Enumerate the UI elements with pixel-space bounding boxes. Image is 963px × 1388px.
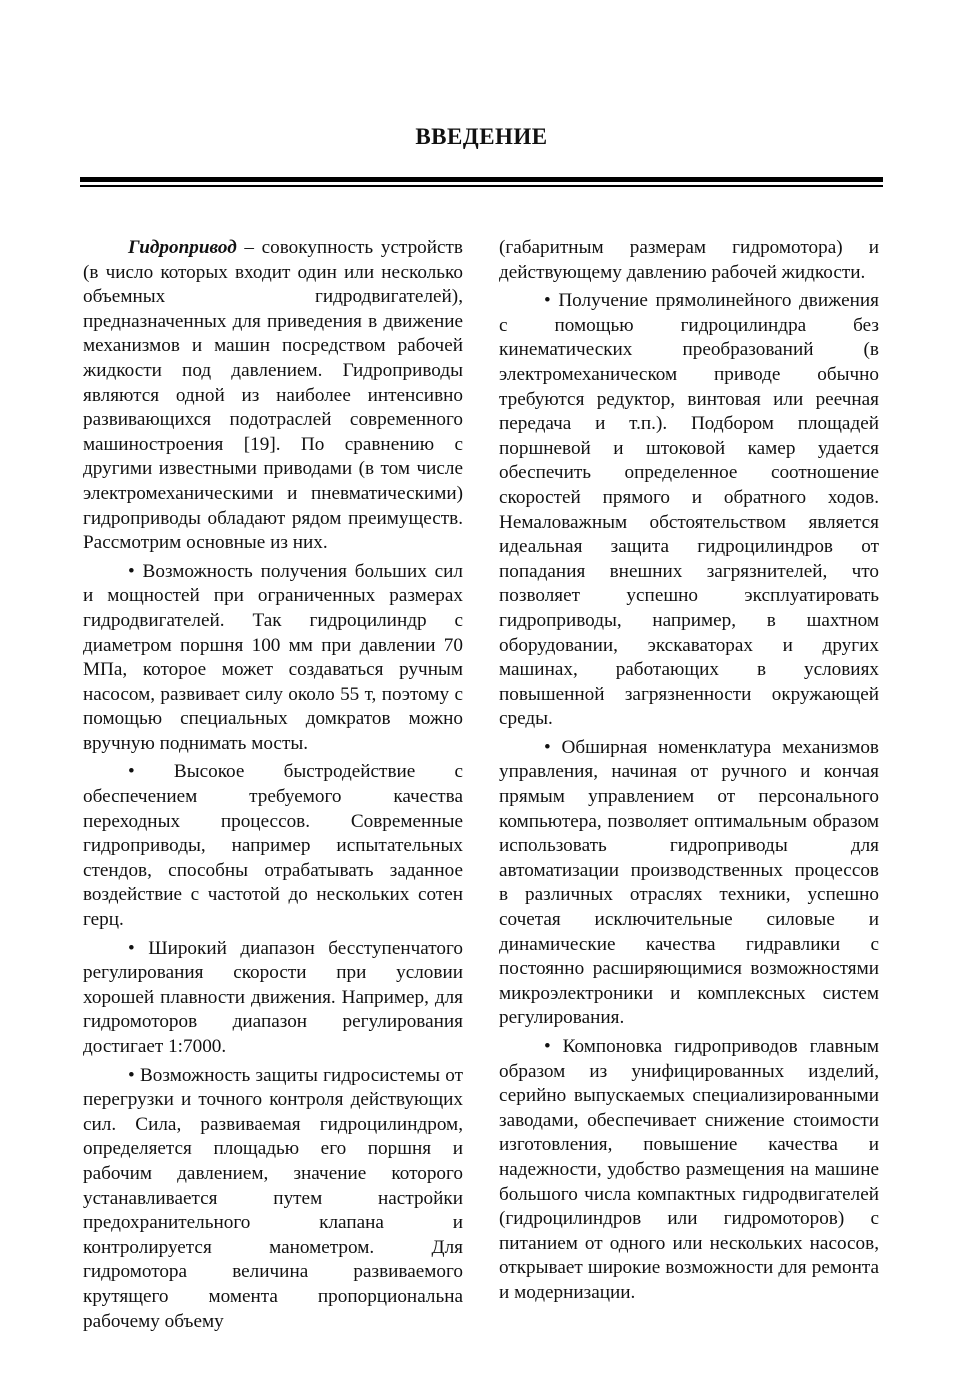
paragraph-bullet-linear-motion: • Получение прямолинейного движения с помощью гидроцилиндра без кинематических преобразований (в электромеханическом приводе обычно требуются редуктор, винтовая или реечная передача и т.п.). Подбором площадей поршневой и штоковой камер удается обеспечить определенное соотношение скоростей прямого и обратного ходов. Немаловажным обстоятельством является идеальная защита гидроцилиндров от попадания внешних загрязнителей, что позволяет успешно эксплуатировать гидроприводы, например, в шахтном оборудовании, экскаваторах и других машинах, работающих в условиях повышенной загрязненности окружающей среды. [499, 290, 879, 730]
title-rule-thick [80, 177, 883, 182]
title-rule-thin [80, 185, 883, 187]
paragraph-continuation: (габаритным размерам гидромотора) и действующему давлению рабочей жидкости. [499, 237, 879, 283]
paragraph-bullet-speed: • Высокое быстродействие с обеспечением требуемого качества переходных процессов. Современные гидроприводы, например испытательных стендов, способны отрабатывать заданное воздействие с частотой до нескольких сотен герц. [83, 761, 463, 931]
paragraph-bullet-layout: • Компоновка гидроприводов главным образом из унифицированных изделий, серийно выпускаемых специализированными заводами, обеспечивает снижение стоимости изготовления, повышение качества и надежности, удобство размещения на машине большого числа компактных гидродвигателей (гидроцилиндров или гидромоторов) с питанием от одного или нескольких насосов, открывает широкие возможности для ремонта и модернизации. [499, 1036, 879, 1303]
paragraph-bullet-forces: • Возможность получения больших сил и мощностей при ограниченных размерах гидродвигателей. Так гидроцилиндр с диаметром поршня 100 мм при давлении 70 МПа, которое может создаваться ручным насосом, развивает силу около 55 т, поэтому с помощью специальных домкратов можно вручную поднимать мосты. [83, 560, 463, 754]
right-column [499, 236, 879, 1310]
paragraph-bullet-protection: • Возможность защиты гидросистемы от перегрузки и точного контроля действующих сил. Сила, развиваемая гидроцилиндром, определяется площадью его поршня и рабочим давлением, значение которого устанавливается путем настройки предохранительного клапана и контролируется манометром. Для гидромотора величина развиваемого крутящего момента пропорциональна рабочему объему [83, 1064, 463, 1332]
defined-term: Гидропривод [128, 237, 237, 258]
paragraph-bullet-regulation: • Широкий диапазон бесступенчатого регулирования скорости при условии хорошей плавности движения. Например, для гидромоторов диапазон регулирования достигает 1:7000. [83, 937, 463, 1057]
left-column [83, 236, 463, 1338]
definition-text: – совокупность устройств (в число которых входит один или несколько объемных гидродвигателей), предназначенных для приведения в движение механизмов и машин посредством рабочей жидкости под давлением. Гидроприводы являются одной из наиболее интенсивно развивающихся подотраслей современного машиностроения [19]. По сравнению с другими известными приводами (в том числе электромеханическими и пневматическими) гидроприводы обладают рядом преимуществ. Рассмотрим основные из них. [83, 237, 463, 554]
paragraph-definition [83, 236, 463, 556]
page-title: ВВЕДЕНИЕ [415, 124, 548, 149]
paragraph-bullet-control: • Обширная номенклатура механизмов управления, начиная от ручного и кончая прямым управлением от персонального компьютера, позволяет оптимальным образом использовать гидроприводы для автоматизации производственных процессов в различных отраслях техники, успешно сочетая исключительные силовые и динамические качества гидравлики с постоянно расширяющимися возможностями микроэлектроники и комплексных систем регулирования. [499, 736, 879, 1029]
